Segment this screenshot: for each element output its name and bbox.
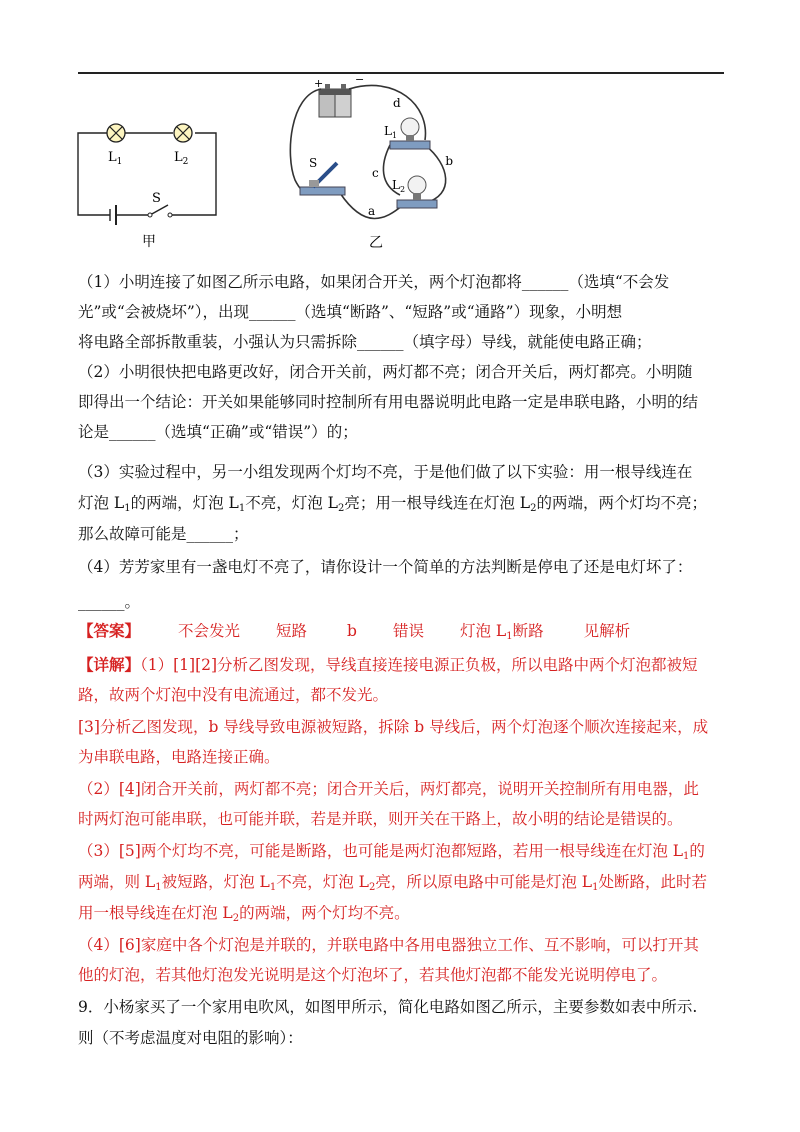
- header-rule: [78, 72, 724, 74]
- caption-jia: 甲: [142, 234, 156, 250]
- label-l2: $L_2$: [392, 178, 406, 194]
- detail-p4-line3: 用一根导线连在灯泡 $L_2$的两端，两个灯均不亮。: [78, 904, 410, 924]
- label-l2: $L_2$: [174, 150, 189, 167]
- detail-p4-line1: （3）[5]两个灯均不亮，可能是断路，也可能是两灯泡都短路，若用一根导线连在灯泡 $L_1$的: [78, 842, 705, 862]
- detail-p5-line1: （4）[6]家庭中各个灯泡是并联的，并联电路中各用电器独立工作、互不影响，可以打开其: [78, 936, 699, 954]
- circuit-diagram-jia: [70, 115, 230, 255]
- wire-label-a: a: [368, 204, 376, 218]
- detail-p2-line1: [3]分析乙图发现，b 导线导致电源被短路，拆除 b 导线后，两个灯泡逐个顺次连接起来，成: [78, 718, 709, 736]
- svg-text:+: +: [314, 77, 324, 90]
- q4-line1: （4）芳芳家里有一盏电灯不亮了，请你设计一个简单的方法判断是停电了还是电灯坏了：: [78, 558, 693, 576]
- q1-line1: （1）小明连接了如图乙所示电路，如果闭合开关，两个灯泡都将______（选填“不会发: [78, 273, 670, 291]
- wire-label-b: b: [445, 154, 453, 168]
- q3-line2: 灯泡 $L_1$的两端，灯泡 $L_1$不亮，灯泡 $L_2$亮；用一根导线连在灯泡 $L_2$的两端，两个灯均不亮；: [78, 494, 707, 514]
- label-s: S: [152, 191, 161, 206]
- label-l1: $L_1$: [108, 150, 123, 167]
- wire-label-c: c: [372, 166, 379, 180]
- detail-p5-line2: 他的灯泡，若其他灯泡发光说明是这个灯泡坏了，若其他灯泡都不能发光说明停电了。: [78, 966, 668, 984]
- q2-line1: （2）小明很快把电路更改好，闭合开关前，两灯都不亮；闭合开关后，两灯都亮。小明随: [78, 363, 693, 381]
- q9-line2: 则（不考虑温度对电阻的影响）：: [78, 1029, 303, 1047]
- detail-p4-line2: 两端，则 $L_1$被短路，灯泡 $L_1$不亮，灯泡 $L_2$亮，所以原电路中可能是灯泡 $L_1$处断路，此时若: [78, 873, 707, 893]
- label-l1: $L_1$: [384, 124, 398, 140]
- q1-line3: 将电路全部拆散重装，小强认为只需拆除______（填字母）导线，就能使电路正确；: [78, 333, 652, 351]
- q3-line1: （3）实验过程中，另一小组发现两个灯均不亮，于是他们做了以下实验：用一根导线连在: [78, 463, 693, 481]
- detail-p2-line2: 为串联电路，电路连接正确。: [78, 748, 280, 766]
- q1-line2: 光”或“会被烧坏”），出现______（选填“断路”、“短路”或“通路”）现象，小明想: [78, 303, 623, 321]
- label-s: S: [309, 156, 318, 170]
- detail-p1-line2: 路，故两个灯泡中没有电流通过，都不发光。: [78, 686, 389, 704]
- q3-line3: 那么故障可能是______；: [78, 525, 249, 543]
- battery-icon: [319, 84, 351, 117]
- detail-p1-line1: 【详解】（1）[1][2]分析乙图发现，导线直接连接电源正负极，所以电路中两个灯泡都被短: [78, 655, 698, 674]
- switch-icon: [300, 163, 345, 195]
- lamp-l1-icon: [107, 124, 125, 142]
- caption-yi: 乙: [369, 235, 383, 250]
- q4-line2: ______。: [78, 593, 141, 611]
- svg-text:−: −: [355, 75, 365, 86]
- q2-line2: 即得出一个结论：开关如果能够同时控制所有用电器说明此电路一定是串联电路，小明的结: [78, 393, 699, 411]
- detail-p3-line1: （2）[4]闭合开关前，两灯都不亮；闭合开关后，两灯都亮，说明开关控制所有用电器，此: [78, 780, 699, 798]
- wire-label-d: d: [393, 96, 401, 110]
- q2-line3: 论是______（选填“正确”或“错误”）的；: [78, 423, 358, 441]
- q9-line1: 9．小杨家买了一个家用电吹风，如图甲所示，简化电路如图乙所示，主要参数如表中所示.: [78, 998, 698, 1016]
- circuit-photo-yi: [285, 75, 455, 250]
- answer-line: 【答案】 不会发光 短路 b 错误 灯泡 $L_1$断路 见解析: [78, 621, 631, 642]
- detail-p3-line2: 时两灯泡可能串联，也可能并联，若是并联，则开关在干路上，故小明的结论是错误的。: [78, 810, 683, 828]
- lamp-l2-icon: [174, 124, 192, 142]
